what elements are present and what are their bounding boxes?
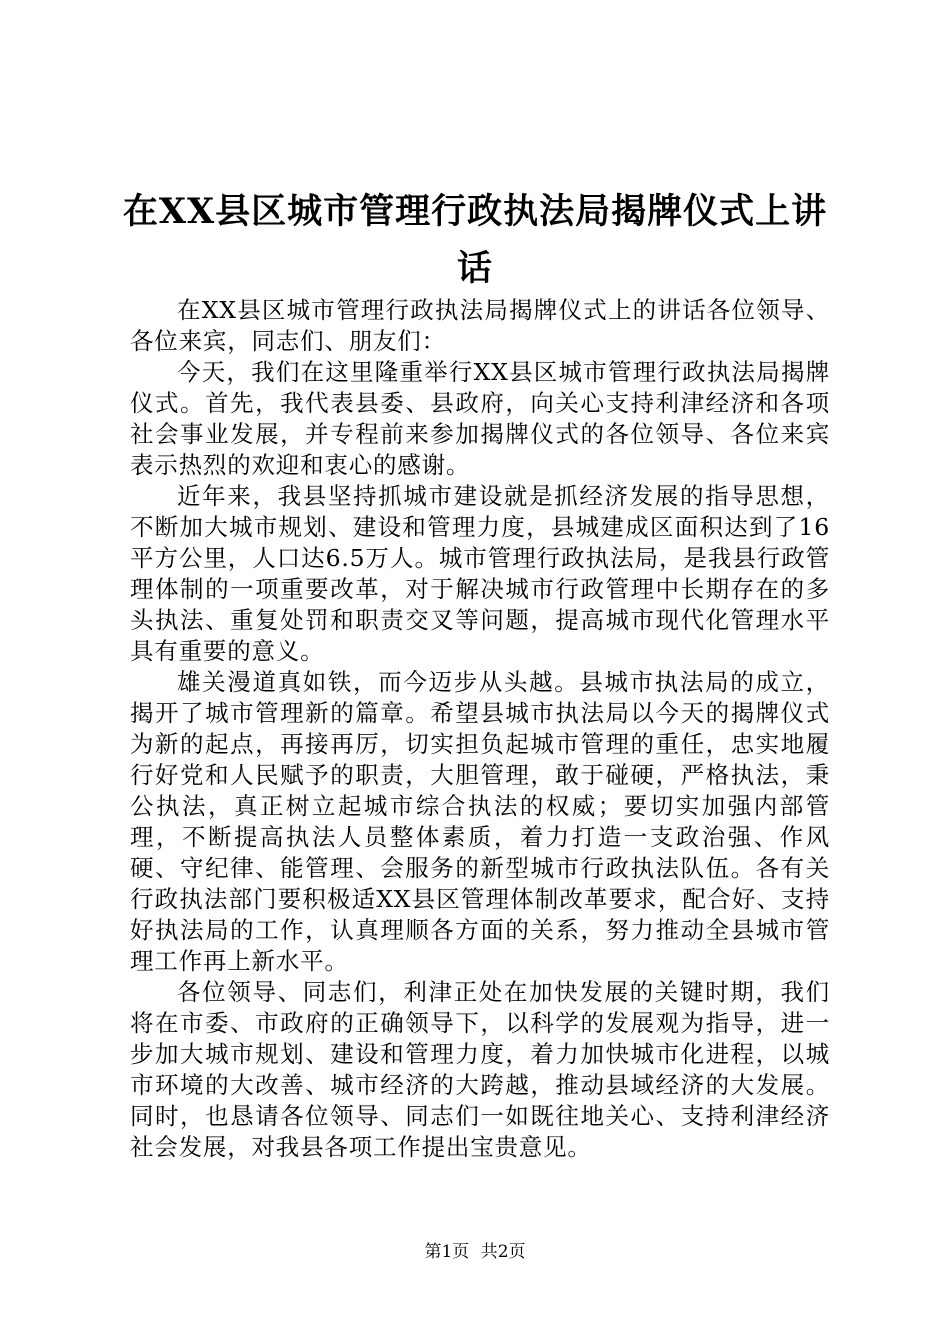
page-footer [0, 1240, 950, 1264]
page-total: 共2页 [480, 1242, 526, 1262]
page-number: 第1页 [424, 1242, 470, 1262]
paragraph-closing: 各位领导、同志们，利津正处在加快发展的关键时期，我们将在市委、市政府的正确领导下，以科学的发展观为指导，进一步加大城市规划、建设和管理力度，着力加快城市化进程，以城市环境的大改善、城市经济的大跨越，推动县域经济的大发展。同时，也恳请各位领导、同志们一如既往地关心、支持利津经济社会发展，对我县各项工作提出宝贵意见。 [130, 978, 830, 1161]
paragraph-expectations: 雄关漫道真如铁，而今迈步从头越。县城市执法局的成立，揭开了城市管理新的篇章。希望县城市执法局以今天的揭牌仪式为新的起点，再接再厉，切实担负起城市管理的重任，忠实地履行好党和人民赋予的职责，大胆管理，敢于碰硬，严格执法，秉公执法，真正树立起城市综合执法的权威；要切实加强内部管理，不断提高执法人员整体素质，着力打造一支政治强、作风硬、守纪律、能管理、会服务的新型城市行政执法队伍。各有关行政执法部门要积极适XX县区管理体制改革要求，配合好、支持好执法局的工作，认真理顺各方面的关系，努力推动全县城市管理工作再上新水平。 [130, 668, 830, 975]
paragraph-salutation: 在XX县区城市管理行政执法局揭牌仪式上的讲话各位领导、各位来宾，同志们、朋友们： [130, 296, 830, 355]
paragraph-opening: 今天，我们在这里隆重举行XX县区城市管理行政执法局揭牌仪式。首先，我代表县委、县政府，向关心支持利津经济和各项社会事业发展，并专程前来参加揭牌仪式的各位领导、各位来宾表示热烈的欢迎和衷心的感谢。 [130, 358, 830, 479]
paragraph-background: 近年来，我县坚持抓城市建设就是抓经济发展的指导思想，不断加大城市规划、建设和管理力度，县城建成区面积达到了16平方公里，人口达6.5万人。城市管理行政执法局，是我县行政管理体制的一项重要改革，对于解决城市行政管理中长期存在的多头执法、重复处罚和职责交叉等问题，提高城市现代化管理水平具有重要的意义。 [130, 482, 830, 665]
document-body [130, 295, 830, 1163]
document-title: 在XX县区城市管理行政执法局揭牌仪式上讲话 [122, 191, 828, 289]
